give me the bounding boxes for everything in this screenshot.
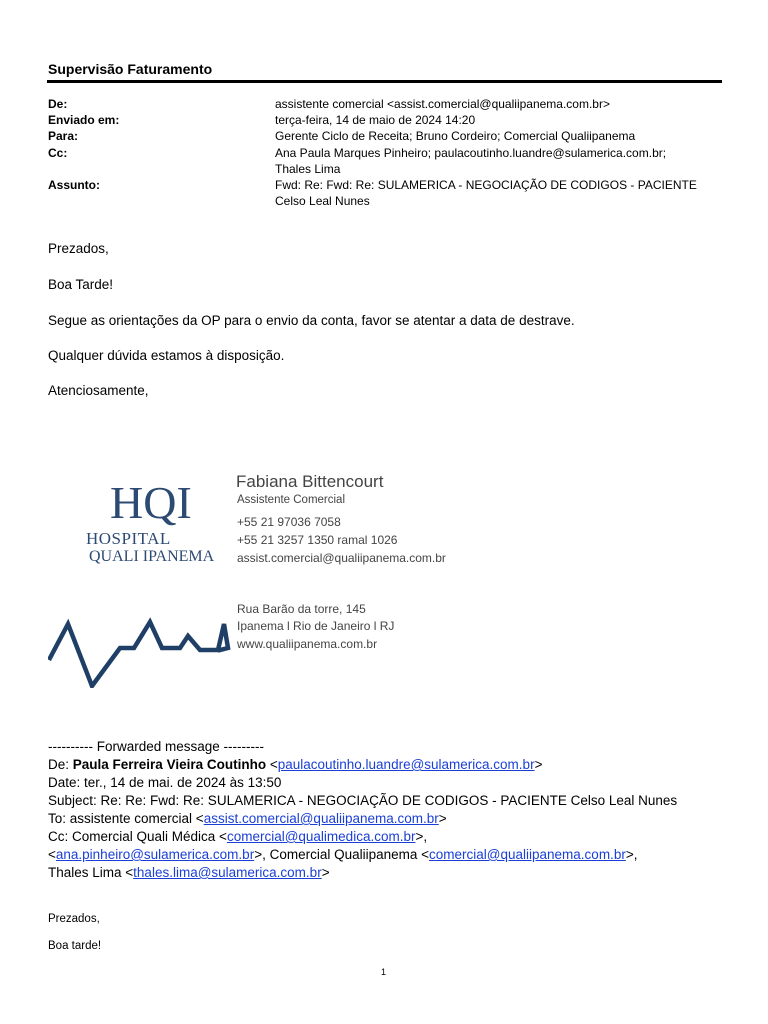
forward-cc-end2: >, xyxy=(625,847,638,862)
forward-cc-name4: Thales Lima < xyxy=(48,865,134,880)
signature-role: Assistente Comercial xyxy=(237,494,346,506)
forward-from-email-link[interactable]: paulacoutinho.luandre@sulamerica.com.br xyxy=(277,757,535,772)
signature-name: Fabiana Bittencourt xyxy=(236,472,384,491)
forward-separator: ---------- Forwarded message --------- xyxy=(48,739,264,754)
subject-value-line2: Celso Leal Nunes xyxy=(275,194,370,208)
forward-cc-line3 xyxy=(48,864,330,882)
forward-cc-email-link-2[interactable]: ana.pinheiro@sulamerica.com.br xyxy=(55,847,255,862)
forward-date: Date: ter., 14 de mai. de 2024 às 13:50 xyxy=(48,775,282,790)
page-number: 1 xyxy=(381,967,387,977)
signature-phone-mobile: +55 21 97036 7058 xyxy=(237,515,341,529)
forward-from-prefix: De: xyxy=(48,757,73,772)
document-title: Supervisão Faturamento xyxy=(48,61,213,77)
cc-value-line1: Ana Paula Marques Pinheiro; paulacoutinho.luandre@sulamerica.com.br; xyxy=(275,146,667,160)
signature-website: www.qualiipanema.com.br xyxy=(237,637,378,651)
forward-cc-line1 xyxy=(48,828,427,846)
forward-cc-lt2: < xyxy=(48,847,56,862)
body-salutation: Boa Tarde! xyxy=(48,277,114,292)
forward-cc-line2 xyxy=(48,846,637,864)
forward-cc-prefix: Cc: Comercial Quali Médica < xyxy=(48,829,227,844)
forward-from-gt: > xyxy=(534,757,543,772)
forward-cc-email-link-3[interactable]: comercial@qualiipanema.com.br xyxy=(429,847,626,862)
forward-from-name: Paula Ferreira Vieira Coutinho xyxy=(72,757,267,772)
signature-graphic xyxy=(48,466,454,688)
hospital-logo xyxy=(86,477,215,565)
logo-quali-ipanema: QUALI IPANEMA xyxy=(89,548,215,565)
forward-cc-email-link-1[interactable]: comercial@qualimedica.com.br xyxy=(226,829,416,844)
forward-from xyxy=(48,756,542,774)
to-value: Gerente Ciclo de Receita; Bruno Cordeiro; Comercial Qualiipanema xyxy=(275,129,636,143)
to-label: Para: xyxy=(48,129,79,143)
from-label: De: xyxy=(48,97,68,111)
forward-body-salutation: Boa tarde! xyxy=(48,940,102,952)
title-divider xyxy=(47,80,722,83)
body-closing: Atenciosamente, xyxy=(48,383,149,398)
body-paragraph-1: Segue as orientações da OP para o envio da conta, favor se atentar a data de destrave. xyxy=(48,313,575,328)
sent-value: terça-feira, 14 de maio de 2024 14:20 xyxy=(275,113,476,127)
forward-from-lt: < xyxy=(266,757,278,772)
forward-cc-mid1: >, xyxy=(415,829,428,844)
sent-label: Enviado em: xyxy=(48,113,120,127)
from-value: assistente comercial <assist.comercial@qualiipanema.com.br> xyxy=(275,97,610,111)
signature-phone-office: +55 21 3257 1350 ramal 1026 xyxy=(237,533,398,547)
forward-cc-end4: > xyxy=(321,865,330,880)
forward-to xyxy=(48,810,447,828)
signature-email: assist.comercial@qualiipanema.com.br xyxy=(237,551,446,565)
cc-value-line2: Thales Lima xyxy=(275,162,341,176)
subject-value-line1: Fwd: Re: Fwd: Re: SULAMERICA - NEGOCIAÇÃO DE CODIGOS - PACIENTE xyxy=(275,178,697,192)
forward-cc-mid2: >, Comercial Qualiipanema < xyxy=(254,847,430,862)
forward-to-email-link[interactable]: assist.comercial@qualiipanema.com.br xyxy=(203,811,439,826)
forward-body-greeting: Prezados, xyxy=(48,913,100,925)
body-paragraph-2: Qualquer dúvida estamos à disposição. xyxy=(48,348,285,363)
signature-address-street: Rua Barão da torre, 145 xyxy=(237,602,366,616)
forward-to-prefix: To: assistente comercial < xyxy=(48,811,204,826)
body-greeting: Prezados, xyxy=(48,241,109,256)
forward-to-suffix: > xyxy=(438,811,447,826)
logo-letters: HQI xyxy=(110,477,192,528)
email-signature xyxy=(48,466,454,688)
signature-address-city: Ipanema l Rio de Janeiro l RJ xyxy=(237,619,395,633)
logo-hospital: HOSPITAL xyxy=(86,529,171,548)
cc-label: Cc: xyxy=(48,146,68,160)
subject-label: Assunto: xyxy=(48,178,100,192)
heartbeat-line-icon xyxy=(50,622,228,686)
forward-cc-email-link-4[interactable]: thales.lima@sulamerica.com.br xyxy=(133,865,322,880)
forward-subject: Subject: Re: Re: Fwd: Re: SULAMERICA - NEGOCIAÇÃO DE CODIGOS - PACIENTE Celso Leal Nunes xyxy=(48,793,678,808)
